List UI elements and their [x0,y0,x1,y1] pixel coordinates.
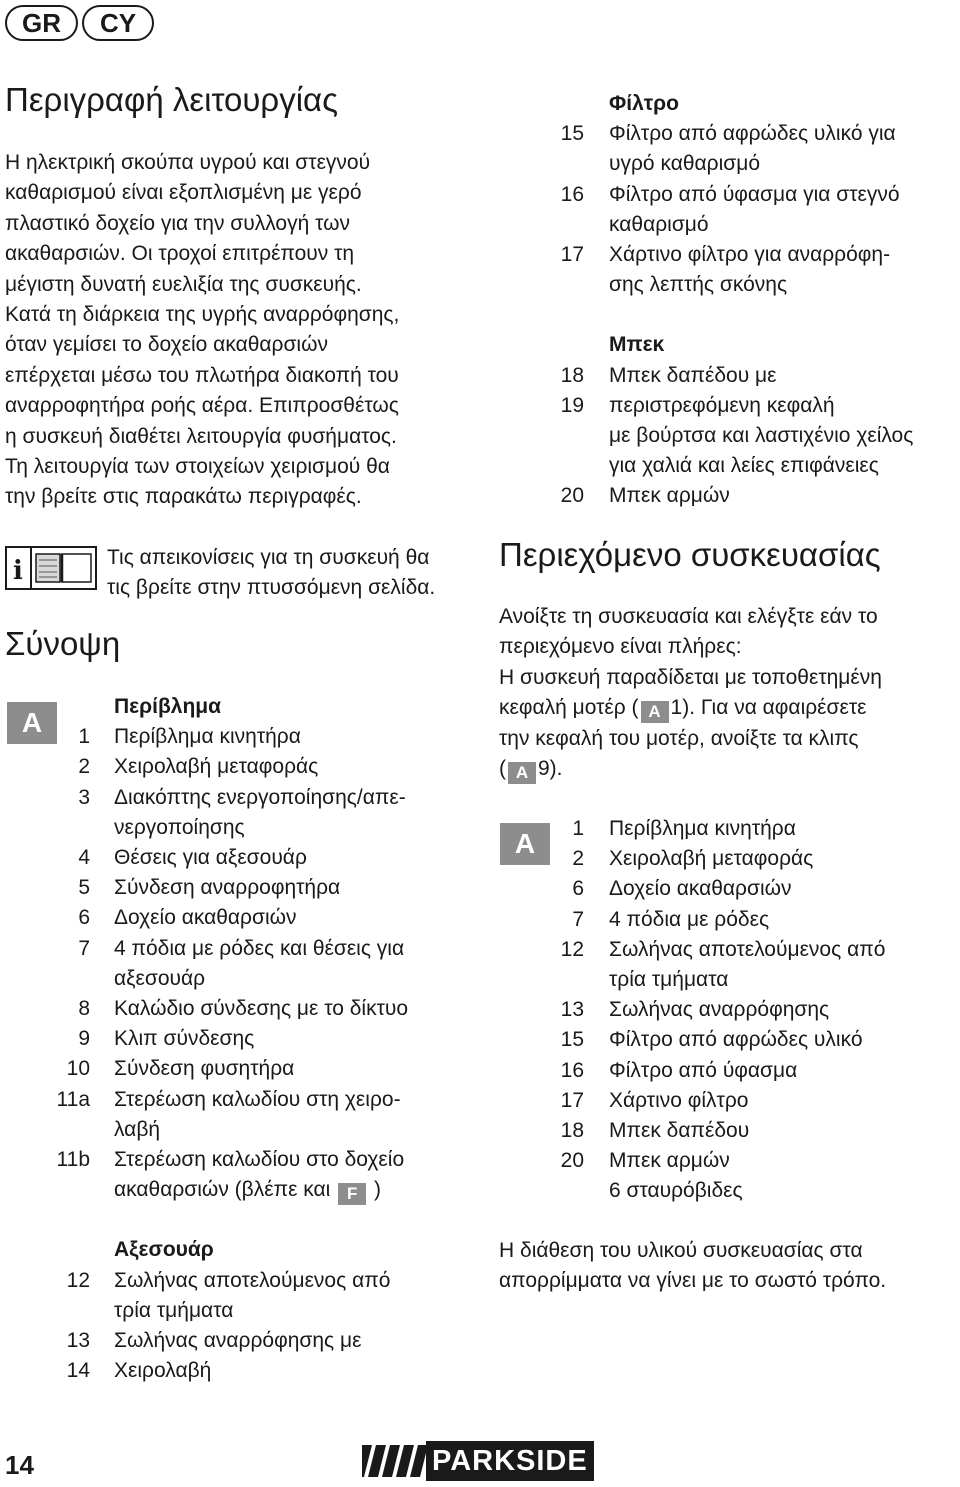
item-number: 11a [56,1087,90,1111]
item-number: 17 [560,243,584,267]
contents-line-4-suffix: 1). Για να αφαιρέσετε [670,696,867,720]
list-item [540,965,885,995]
description-line: η συσκευή διαθέτει λειτουργία φυσήματος. [5,424,397,448]
description-line: την βρείτε στις παρακάτω περιγραφές. [5,485,362,509]
item-label: αξεσουάρ [114,966,206,990]
item-label: Μπεκ δαπέδου με [609,363,777,387]
language-tag-cy [82,5,154,41]
description-line: πλαστικό δοχείο για την συλλογή των [5,211,351,235]
item-number: 3 [78,785,90,809]
contents-line-6-suffix: 9). [538,757,563,781]
item-label: για χαλιά και λείες επιφάνειες [609,454,879,478]
description-line: Η ηλεκτρική σκούπα υγρού και στεγνού [5,151,371,174]
list-item [540,240,913,270]
item-number [540,965,584,995]
function-description-text [5,148,399,513]
item-number: 13 [66,1329,90,1353]
list-item [40,783,408,813]
package-contents-title: Περιεχόμενο συσκευασίας [499,536,881,573]
item-number: 14 [66,1359,90,1383]
info-book-icon [5,546,97,590]
list-item [540,935,885,965]
item-number: 12 [560,937,584,961]
list-item [540,905,885,935]
function-description-title: Περιγραφή λειτουργίας [5,81,339,118]
list-item [540,1176,885,1206]
list-item [40,722,408,752]
item-label: Στερέωση καλωδίου στη χειρο- [114,1087,401,1111]
item-label: 4 πόδια με ρόδες και θέσεις για [114,936,405,960]
list-item [40,1115,408,1145]
svg-text:i: i [13,556,23,586]
item-11b-suffix: ) [368,1178,381,1202]
list-item [40,994,408,1024]
contents-line-3: Η συσκευή παραδίδεται με τοποθετημένη [499,665,882,689]
list-item [40,873,408,903]
item-label: τρία τμήματα [114,1298,234,1322]
item-number: 1 [572,817,584,840]
list-item [540,1086,885,1116]
item-number [40,1296,90,1326]
parkside-stripes-icon [362,1439,426,1483]
item-label: Σωλήνας αποτελούμενος από [609,937,886,961]
item-label [114,1175,381,1205]
list-item [40,752,408,782]
package-parts-list [540,814,885,1207]
item-label: καθαρισμό [609,212,709,236]
item-number: 18 [560,1119,584,1143]
section-header: Μπεκ [609,333,665,357]
disposal-line: απορρίμματα να γίνει με το σωστό τρόπο. [499,1269,887,1293]
item-label: περιστρεφόμενη κεφαλή [609,393,835,417]
item-number [540,1176,584,1206]
item-number: 15 [560,1028,584,1052]
item-number [540,210,584,240]
list-item [40,903,408,933]
item-number: 19 [560,393,584,417]
list-item [40,1266,408,1296]
list-item [40,1054,408,1084]
item-label: Θέσεις για αξεσουάρ [114,846,307,870]
item-label: Σωλήνας αποτελούμενος από [114,1268,391,1292]
item-number: 11b [56,1148,90,1172]
contents-line-4 [499,693,882,723]
item-number: 2 [78,755,90,779]
item-number: 12 [66,1268,90,1292]
section-header: Περίβλημα [114,695,222,718]
language-gr-label: GR [22,8,61,38]
item-number: 18 [560,363,584,387]
item-number: 6 [78,906,90,930]
item-number: 8 [78,997,90,1021]
item-label: Δοχείο ακαθαρσιών [609,877,792,901]
item-label: λαβή [114,1117,161,1141]
item-label: Φίλτρο από ύφασμα [609,1058,798,1082]
item-number [540,451,584,481]
item-number: 9 [78,1027,90,1051]
list-item [540,361,913,391]
item-label: Φίλτρο από ύφασμα για στεγνό [609,182,900,206]
list-item [540,180,913,210]
list-item [40,813,408,843]
item-label: νεργοποίησης [114,815,245,839]
figure-a-ref-badge: A [641,701,669,723]
item-number [540,421,584,451]
description-line: επέρχεται μέσω του πλωτήρα διακοπή του [5,363,399,387]
figure-a-ref-badge: A [508,762,536,784]
contents-line-6-prefix: ( [499,757,506,781]
description-line: καθαρισμού είναι εξοπλισμένη με γερό [5,181,362,205]
item-11b-prefix: ακαθαρσιών (βλέπε και [114,1178,337,1202]
parkside-logo [362,1439,610,1483]
item-label: Σύνδεση αναρροφητήρα [114,876,341,900]
contents-line-2: περιεχόμενο είναι πλήρες: [499,635,742,659]
section-header: Αξεσουάρ [114,1238,214,1262]
item-number: 20 [560,484,584,508]
list-item [540,874,885,904]
item-number [540,149,584,179]
item-label: Στερέωση καλωδίου στο δοχείο [114,1148,405,1172]
list-item [540,210,913,240]
item-label: σης λεπτής σκόνης [609,273,788,297]
item-label: Φίλτρο από αφρώδες υλικό [609,1028,863,1052]
list-item [40,1296,408,1326]
item-number: 2 [572,847,584,871]
info-line: τις βρείτε στην πτυσσόμενη σελίδα. [107,576,436,600]
item-number: 4 [78,846,90,870]
item-number: 20 [560,1149,584,1173]
description-line: όταν γεμίσει το δοχείο ακαθαρσιών [5,333,328,357]
item-label: Χειρολαβή μεταφοράς [609,847,814,871]
item-number: 5 [78,876,90,900]
description-line: ακαθαρσιών. Οι τροχοί επιτρέπουν τη [5,242,355,266]
item-label: Χάρτινο φίλτρο για αναρρόφη- [609,243,891,267]
list-item [540,149,913,179]
filter-nozzle-list [540,89,913,512]
item-label: Σωλήνας αναρρόφησης [609,998,830,1022]
item-number: 1 [78,725,90,749]
item-number: 17 [560,1088,584,1112]
list-item [540,391,913,421]
list-item [540,844,885,874]
list-item [40,964,408,994]
list-item [540,1116,885,1146]
item-label: Μπεκ αρμών [609,1149,730,1173]
item-label: Χειρολαβή μεταφοράς [114,755,319,779]
item-label: Χάρτινο φίλτρο [609,1088,749,1112]
description-line: αναρροφητήρα ροής αέρα. Επιπροσθέτως [5,394,399,418]
list-item [540,119,913,149]
item-label: 6 σταυρόβιδες [609,1179,743,1203]
item-label: Δοχείο ακαθαρσιών [114,906,297,930]
section-header: Φίλτρο [609,92,679,115]
item-label: Περίβλημα κινητήρα [609,817,796,840]
item-label: υγρό καθαρισμό [609,152,760,176]
list-item [40,1145,408,1175]
contents-line-1: Ανοίξτε τη συσκευασία και ελέγξτε εάν το [499,605,878,628]
item-label: Περίβλημα κινητήρα [114,725,301,749]
list-item [40,843,408,873]
item-label: Φίλτρο από αφρώδες υλικό για [609,122,896,146]
list-item [540,1056,885,1086]
list-item [40,934,408,964]
list-item [40,1326,408,1356]
description-line: μέγιστη δυνατή ευελιξία της συσκευής. [5,272,362,296]
disposal-line: Η διάθεση του υλικού συσκευασίας στα [499,1239,863,1262]
overview-title: Σύνοψη [5,625,121,662]
list-item [40,1356,408,1386]
list-item [540,995,885,1025]
info-line: Τις απεικονίσεις για τη συσκευή θα [107,546,430,569]
package-figure-a-badge: A [500,823,550,865]
item-number [40,813,90,843]
disposal-note [499,1236,886,1297]
item-number: 7 [78,936,90,960]
contents-line-5: την κεφαλή του μοτέρ, ανοίξτε τα κλιπς [499,726,859,750]
item-number: 7 [572,907,584,931]
item-number: 16 [560,182,584,206]
figure-f-ref-badge: F [338,1183,366,1205]
contents-line-4-prefix: κεφαλή μοτέρ ( [499,696,639,720]
item-number: 10 [66,1057,90,1081]
item-label: 4 πόδια με ρόδες [609,907,770,931]
overview-parts-list [40,692,408,1386]
list-item [540,421,913,451]
item-label: Διακόπτης ενεργοποίησης/απε- [114,785,406,809]
item-number [40,964,90,994]
item-number: 15 [560,122,584,146]
item-number: 6 [572,877,584,901]
item-label: Σύνδεση φυσητήρα [114,1057,295,1081]
list-item [540,1146,885,1176]
item-label: Χειρολαβή [114,1359,212,1383]
item-label: Σωλήνας αναρρόφησης με [114,1329,362,1353]
description-line: Τη λειτουργία των στοιχείων χειρισμού θα [5,455,390,479]
item-number [540,270,584,300]
page-number: 14 [5,1450,34,1480]
package-contents-text [499,602,882,784]
item-label: Καλώδιο σύνδεσης με το δίκτυο [114,997,409,1021]
parkside-wordmark: PARKSIDE [426,1441,594,1481]
language-tag-gr [5,5,78,41]
language-cy-label: CY [99,8,137,38]
info-note-text [107,543,435,604]
list-item [540,481,913,511]
list-item [540,1025,885,1055]
item-label: Κλιπ σύνδεσης [114,1027,255,1051]
list-item [40,1024,408,1054]
description-line: Κατά τη διάρκεια της υγρής αναρρόφησης, [5,303,400,327]
item-number: 16 [560,1058,584,1082]
item-label: Μπεκ αρμών [609,484,730,508]
list-item [540,451,913,481]
list-item [40,1085,408,1115]
figure-a-badge: A [7,702,57,744]
item-label: Μπεκ δαπέδου [609,1119,750,1143]
list-item [40,1175,408,1205]
item-label: με βούρτσα και λαστιχένιο χείλος [609,424,914,448]
list-item [540,270,913,300]
item-number: 13 [560,998,584,1022]
item-number [40,1115,90,1145]
list-item [540,814,885,844]
item-label: τρία τμήματα [609,968,729,992]
contents-line-6 [499,754,882,784]
